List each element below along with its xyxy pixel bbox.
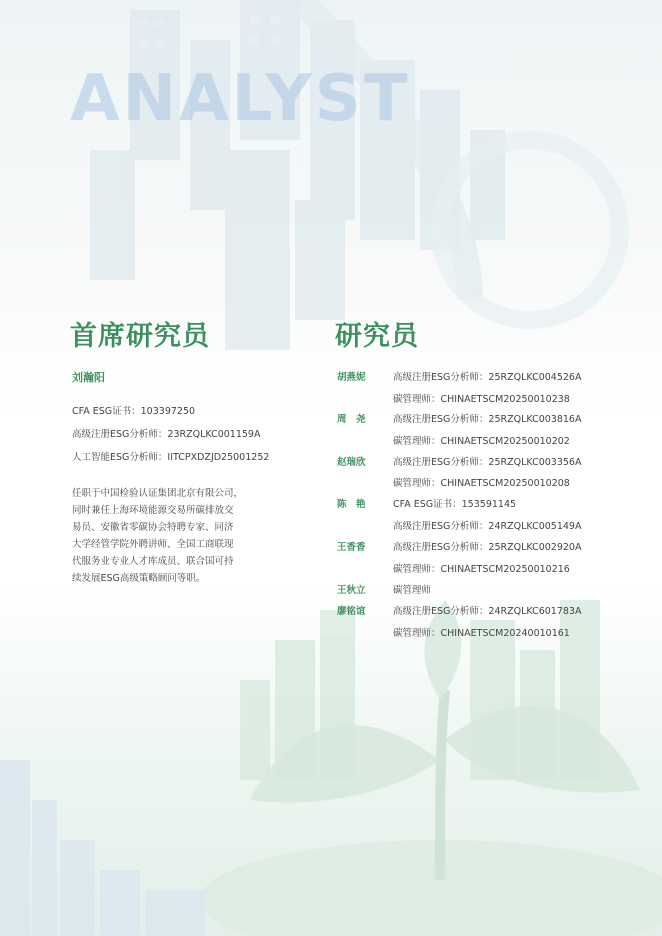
researcher-name: 胡燕妮 — [337, 372, 366, 383]
chief-bio — [72, 485, 282, 587]
analyst-watermark: ANALYST — [70, 62, 411, 136]
researcher-name: 王秋立 — [337, 585, 366, 596]
bio-line: 续发展ESG高级策略顾问等职。 — [72, 573, 206, 584]
researcher-credential: CFA ESG证书：153591145 — [393, 499, 517, 510]
chief-cert-cfa: CFA ESG证书：103397250 — [72, 406, 196, 417]
bio-line: 易员、安徽省零碳协会特聘专家、同济 — [72, 522, 234, 533]
researcher-credential: 碳管理师：CHINAETSCM20250010238 — [393, 394, 570, 405]
chief-researcher-name: 刘瀚阳 — [72, 371, 105, 384]
researcher-credential: 碳管理师：CHINAETSCM20250010202 — [393, 436, 570, 447]
researcher-credential: 高级注册ESG分析师：25RZQLKC002920A — [393, 542, 582, 553]
researcher-name: 赵瑞欣 — [337, 457, 366, 468]
bio-line: 任职于中国检验认证集团北京有限公司， — [72, 488, 244, 499]
researcher-credential: 高级注册ESG分析师：24RZQLKC601783A — [393, 606, 582, 617]
researcher-credential: 高级注册ESG分析师：24RZQLKC005149A — [393, 521, 582, 532]
researcher-name: 陈 艳 — [337, 499, 366, 510]
researcher-name: 王香香 — [337, 542, 366, 553]
researcher-credential: 高级注册ESG分析师：25RZQLKC003356A — [393, 457, 582, 468]
bio-line: 同时兼任上海环境能源交易所碳排放交 — [72, 505, 234, 516]
researcher-credential: 碳管理师：CHINAETSCM20250010208 — [393, 478, 570, 489]
researcher-credential: 高级注册ESG分析师：25RZQLKC003816A — [393, 414, 582, 425]
researcher-credential: 碳管理师：CHINAETSCM20250010216 — [393, 564, 570, 575]
researcher-name: 周 尧 — [337, 414, 366, 425]
chief-cert-esg: 高级注册ESG分析师：23RZQLKC001159A — [72, 429, 261, 440]
bio-line: 大学经管学院外聘讲师、全国工商联现 — [72, 539, 234, 550]
researcher-name: 廖铭谊 — [337, 606, 366, 617]
chief-cert-ai-esg: 人工智能ESG分析师：IITCPXDZJD25001252 — [72, 452, 270, 463]
bio-line: 代服务业专业人才库成员、联合国可持 — [72, 556, 234, 567]
researcher-credential: 碳管理师 — [393, 585, 432, 596]
researcher-credential: 碳管理师：CHINAETSCM20240010161 — [393, 628, 570, 639]
chief-researcher-heading: 首席研究员 — [70, 321, 210, 352]
researcher-credential: 高级注册ESG分析师：25RZQLKC004526A — [393, 372, 582, 383]
researchers-heading: 研究员 — [335, 321, 419, 352]
